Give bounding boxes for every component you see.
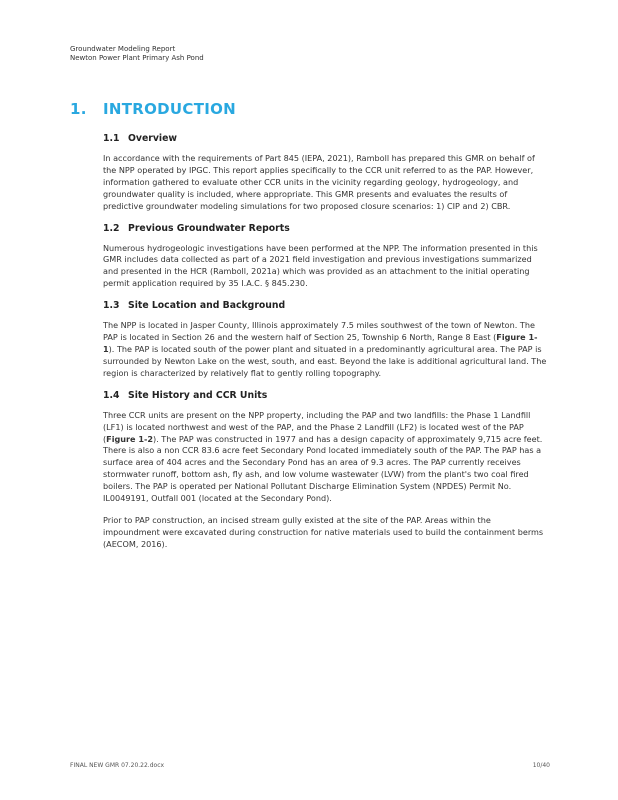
figure-reference: Figure 1-2: [106, 433, 153, 444]
section-site-history: [103, 390, 548, 551]
section-heading: [103, 300, 548, 311]
paragraph: [103, 320, 548, 380]
chapter-number: 1.: [70, 100, 87, 118]
running-header: [70, 45, 204, 63]
section-previous-reports: [103, 223, 548, 291]
section-number: 1.1: [103, 133, 120, 144]
section-title: Previous Groundwater Reports: [128, 222, 290, 234]
chapter-title: INTRODUCTION: [103, 100, 237, 118]
text-run: The NPP is located in Jasper County, Illinois approximately 7.5 miles southwest of the town of Newton. The PAP is located in Section 26 and the western half of Section 25, Township 6 North, Range 8 East (: [103, 320, 535, 343]
paragraph: Prior to PAP construction, an incised stream gully existed at the site of the PAP. Areas within the impoundment were excavated during construction for native materials used to build the containment berms (AECOM, 2016).: [103, 514, 544, 549]
section-title: Overview: [128, 133, 177, 144]
chapter-heading: [70, 100, 236, 118]
section-number: 1.2: [103, 222, 120, 234]
paragraph: Numerous hydrogeologic investigations have been performed at the NPP. The information presented in this GMR includes data collected as part of a 2021 field investigation and previous investigations summarized and presented in the HCR (Ramboll, 2021a) which was provided as an attachment to the initial operating permit application required by 35 I.A.C. § 845.230.: [103, 242, 538, 289]
header-report-title: Groundwater Modeling Report: [70, 45, 176, 53]
figure-reference: Figure 1-1: [103, 332, 538, 354]
section-title: Site History and CCR Units: [128, 389, 268, 401]
section-number: 1.3: [103, 300, 120, 312]
section-heading: [103, 390, 548, 401]
section-heading: [103, 223, 548, 234]
section-overview: [103, 133, 548, 213]
text-run: ). The PAP is located south of the power plant and situated in a predominantly agricultural area. The PAP is surrounded by Newton Lake on the west, south, and east. Beyond the lake is additional agricultural land. The region is characterized by relatively flat to gently rolling topography.: [103, 343, 547, 378]
header-site-name: Newton Power Plant Primary Ash Pond: [70, 54, 204, 62]
section-heading: [103, 133, 548, 144]
paragraph: [103, 410, 548, 505]
document-body: [103, 133, 548, 561]
footer-filename: FINAL NEW GMR 07.20.22.docx: [70, 762, 165, 769]
section-site-location: [103, 300, 548, 380]
section-title: Site Location and Background: [128, 300, 286, 312]
page-number: 10/40: [532, 762, 550, 769]
text-run: Three CCR units are present on the NPP property, including the PAP and two landfills: the Phase 1 Landfill (LF1) is located northwest and west of the PAP, and the Phase 2 Landfill (LF2) is located west of the PAP (: [103, 409, 531, 444]
page-footer: [70, 762, 550, 769]
section-number: 1.4: [103, 389, 120, 401]
paragraph: In accordance with the requirements of Part 845 (IEPA, 2021), Ramboll has prepared this GMR on behalf of the NPP operated by IPGC. This report applies specifically to the CCR unit referred to as the PAP. However, information gathered to evaluate other CCR units in the vicinity regarding geology, hydrogeology, and groundwater quality is included, where appropriate. This GMR presents and evaluates the results of predictive groundwater modeling simulations for two proposed closure scenarios: 1) CIP and 2) CBR.: [103, 153, 535, 211]
text-run: ). The PAP was constructed in 1977 and has a design capacity of approximately 9,715 acre feet. There is also a non CCR 83.6 acre feet Secondary Pond located immediately south of the PAP. The PAP has a surface area of 404 acres and the Secondary Pond has an area of 9.3 acres. The PAP currently receives stormwater runoff, bottom ash, fly ash, and low volume wastewater (LVW) from the plant's two coal fired boilers. The PAP is operated per National Pollutant Discharge Elimination System (NPDES) Permit No. IL0049191, Outfall 001 (located at the Secondary Pond).: [103, 433, 543, 504]
